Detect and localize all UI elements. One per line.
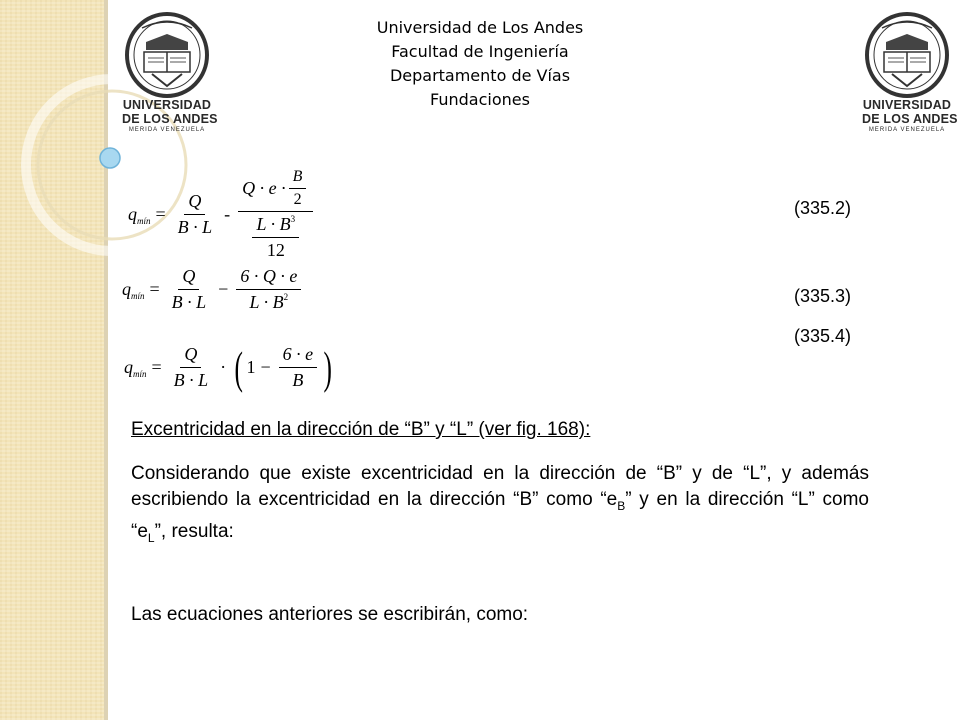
eq2-minus: − [218, 279, 229, 299]
eq3-minus: − [260, 357, 271, 377]
eq3-fraction-1: $\frac{Q}{B \cdot L}$ [173, 344, 209, 390]
university-logo-left [122, 12, 218, 138]
logo-name-line2: DE LOS ANDES [862, 112, 958, 126]
logo-name-line2: DE LOS ANDES [122, 112, 218, 126]
university-seal-icon [862, 12, 952, 98]
equation-335-4 [124, 341, 335, 393]
eq3-paren-close: ) [323, 341, 333, 393]
university-logo-right [862, 12, 958, 138]
section-heading: Excentricidad en la dirección de “B” y “L” (ver fig. 168): [131, 419, 591, 440]
closing-sentence: Las ecuaciones anteriores se escribirán, como: [131, 604, 529, 625]
header-department: Departamento de Vías [389, 66, 571, 85]
eq2-lhs: $q_{mín}$ [122, 278, 145, 301]
eq3-equals: = [151, 357, 162, 377]
equation-number-335-2: (335.2) [794, 198, 852, 218]
eq1-lhs: $q_{mín}$ [128, 203, 151, 226]
logo-location: MERIDA VENEZUELA [128, 127, 206, 133]
body-paragraph: Considerando que existe excentricidad en la dirección de “B” y de “L”, y además escribiendo la excentricidad en la dirección “B” como “$e_B$” y en la dirección “L” como “$e_L$”, resulta: [131, 463, 869, 545]
eq3-paren-open: ( [234, 341, 244, 393]
logo-location: MERIDA VENEZUELA [868, 127, 946, 133]
header-university: Universidad de Los Andes [376, 18, 584, 37]
eq1-fraction-2: Q · e · $\frac{B}{2}$ $L \cdot B^3$ 12 [238, 168, 313, 261]
eq1-equals: = [155, 204, 166, 224]
eq1-fraction-1: $\frac{Q}{B \cdot L}$ [177, 191, 213, 237]
eq3-fraction-2: $\frac{6 \cdot e}{B}$ [279, 344, 318, 391]
equation-335-2 [128, 168, 316, 261]
header-faculty: Facultad de Ingeniería [391, 42, 569, 61]
logo-name-line1: UNIVERSIDAD [862, 98, 952, 112]
eq2-equals: = [149, 279, 160, 299]
eq3-dot: · [220, 357, 227, 377]
document-header [330, 16, 630, 112]
eq1-minus: - [224, 204, 231, 224]
eq3-one: 1 [246, 357, 256, 377]
equation-number-335-4: (335.4) [794, 326, 852, 346]
deco-blue-dot [100, 148, 120, 168]
header-subject: Fundaciones [430, 90, 530, 109]
equation-number-335-3: (335.3) [794, 286, 852, 306]
eq3-lhs: $q_{mín}$ [124, 356, 147, 379]
university-seal-icon [122, 12, 212, 98]
eq2-fraction-1: $\frac{Q}{B \cdot L}$ [171, 266, 207, 312]
eq2-fraction-2: $\frac{6 \cdot Q \cdot e}{L \cdot B^2}$ [236, 266, 301, 313]
logo-name-line1: UNIVERSIDAD [122, 98, 212, 112]
equation-335-3 [122, 266, 304, 313]
